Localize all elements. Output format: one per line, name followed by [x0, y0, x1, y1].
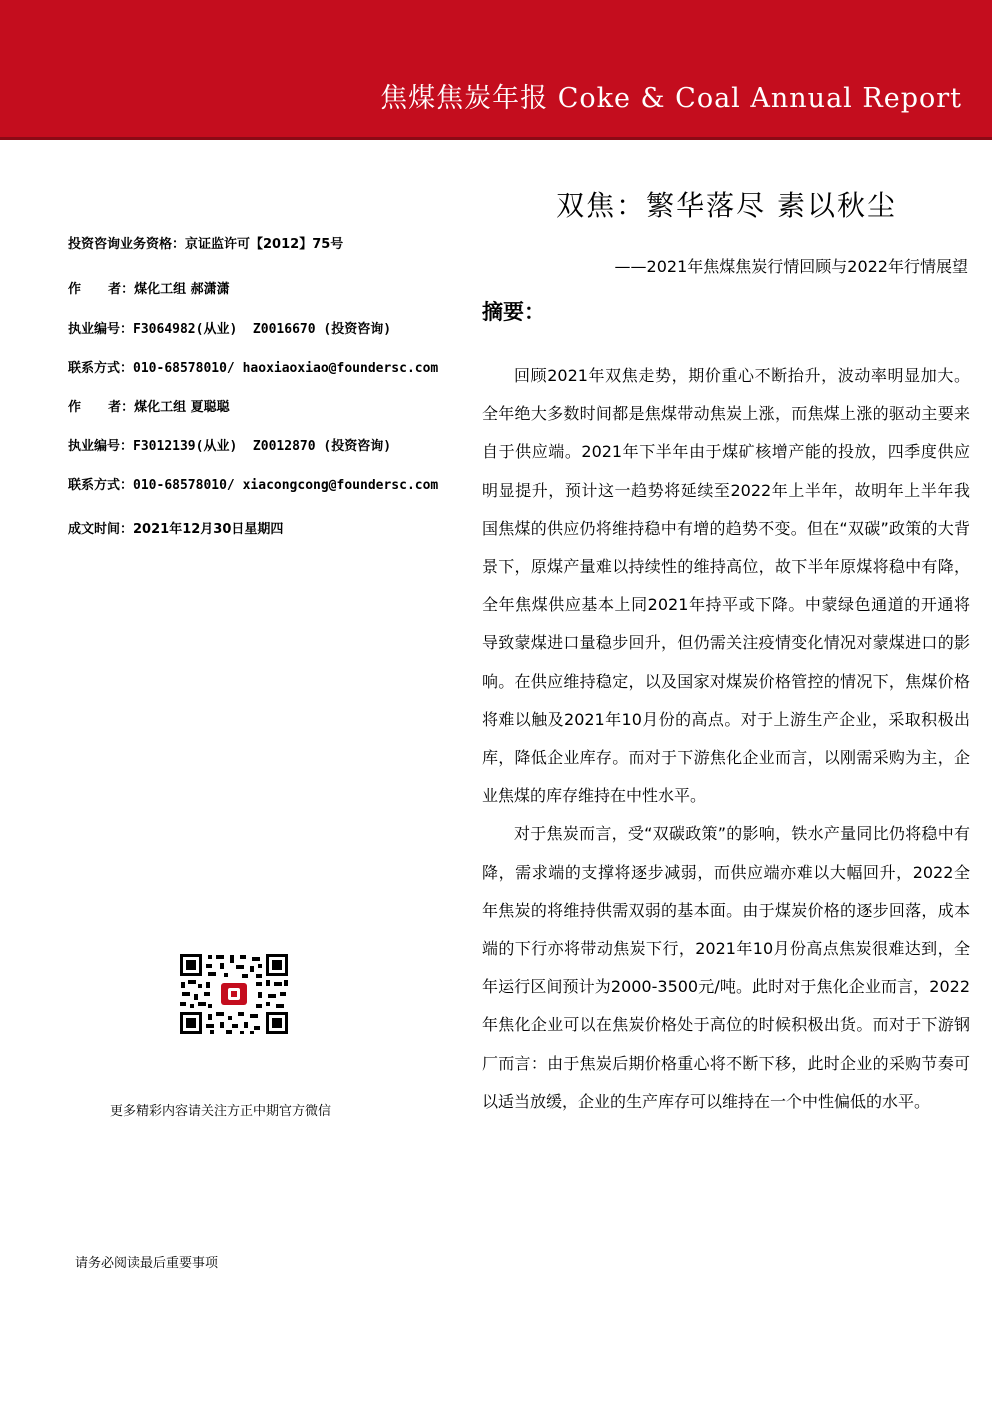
- footer-note: 请务必阅读最后重要事项: [75, 1256, 219, 1271]
- header-banner: [0, 0, 992, 140]
- date-value: 2021年12月30日星期四: [133, 522, 284, 537]
- abstract-paragraph: 对于焦炭而言，受“双碳政策”的影响，铁水产量同比仍将稳中有降，需求端的支撑将逐步减弱，而供应端亦难以大幅回升，2022全年焦炭的将维持供需双弱的基本面。由于煤炭价格的逐步回落，成本端的下行亦将带动焦炭下行，2021年10月份高点焦炭很难达到，全年运行区间预计为2000-3500元/吨。此时对于焦化企业而言，2022年焦化企业可以在焦炭价格处于高位的时候积极出货。而对于下游钢厂而言：由于焦炭后期价格重心将不断下移，此时企业的采购节奏可以适当放缓，企业的生产库存可以维持在一个中性偏低的水平。: [482, 824, 970, 1111]
- qualification-line: [68, 233, 343, 252]
- author-label: 作 者：: [68, 400, 135, 415]
- author-label: 作 者：: [68, 282, 135, 297]
- contact-label: 联系方式：: [68, 361, 134, 376]
- author-name: 煤化工组 夏聪聪: [134, 400, 230, 415]
- report-subtitle: ——2021年焦煤焦炭行情回顾与2022年行情展望: [614, 257, 968, 276]
- abstract-body: [482, 357, 970, 1121]
- author-line-1: [68, 278, 230, 297]
- date-label: 成文时间：: [68, 522, 134, 537]
- license-label: 执业编号：: [68, 439, 134, 454]
- license-value: F3012139(从业) Z0012870 (投资咨询): [133, 439, 392, 454]
- abstract-paragraph: 回顾2021年双焦走势，期价重心不断抬升，波动率明显加大。全年绝大多数时间都是焦煤带动焦炭上涨，而焦煤上涨的驱动主要来自于供应端。2021年下半年由于煤矿核增产能的投放，四季度供应明显提升，预计这一趋势将延续至2022年上半年，故明年上半年我国焦煤的供应仍将维持稳中有增的趋势不变。但在“双碳”政策的大背景下，原煤产量难以持续性的维持高位，故下半年原煤将稳中有降，全年焦煤供应基本上同2021年持平或下降。中蒙绿色通道的开通将导致蒙煤进口量稳步回升，但仍需关注疫情变化情况对蒙煤进口的影响。在供应维持稳定，以及国家对煤炭价格管控的情况下，焦煤价格将难以触及2021年10月份的高点。对于上游生产企业，采取积极出库，降低企业库存。而对于下游焦化企业而言，以刚需采购为主，企业焦煤的库存维持在中性水平。: [482, 366, 970, 806]
- author-line-2: [68, 396, 230, 415]
- contact-label: 联系方式：: [68, 478, 134, 493]
- contact-line-2: [68, 474, 438, 493]
- contact-value: 010-68578010/ xiacongcong@foundersc.com: [133, 478, 439, 493]
- license-value: F3064982(从业) Z0016670 (投资咨询): [133, 322, 392, 337]
- license-line-2: [68, 435, 391, 454]
- report-title: 双焦：繁华落尽 素以秋尘: [556, 189, 897, 222]
- qr-caption: 更多精彩内容请关注方正中期官方微信: [110, 1104, 332, 1119]
- contact-value: 010-68578010/ haoxiaoxiao@foundersc.com: [133, 361, 439, 376]
- license-label: 执业编号：: [68, 322, 134, 337]
- qualification-value: 京证监许可【2012】75号: [185, 237, 344, 252]
- abstract-heading: 摘要：: [482, 299, 545, 324]
- qualification-label: 投资咨询业务资格：: [68, 237, 186, 252]
- banner-title: 焦煤焦炭年报 Coke & Coal Annual Report: [380, 83, 962, 114]
- qr-code-icon: [178, 952, 290, 1036]
- date-line: [68, 518, 283, 537]
- author-name: 煤化工组 郝潇潇: [134, 282, 230, 297]
- license-line-1: [68, 318, 391, 337]
- contact-line-1: [68, 357, 438, 376]
